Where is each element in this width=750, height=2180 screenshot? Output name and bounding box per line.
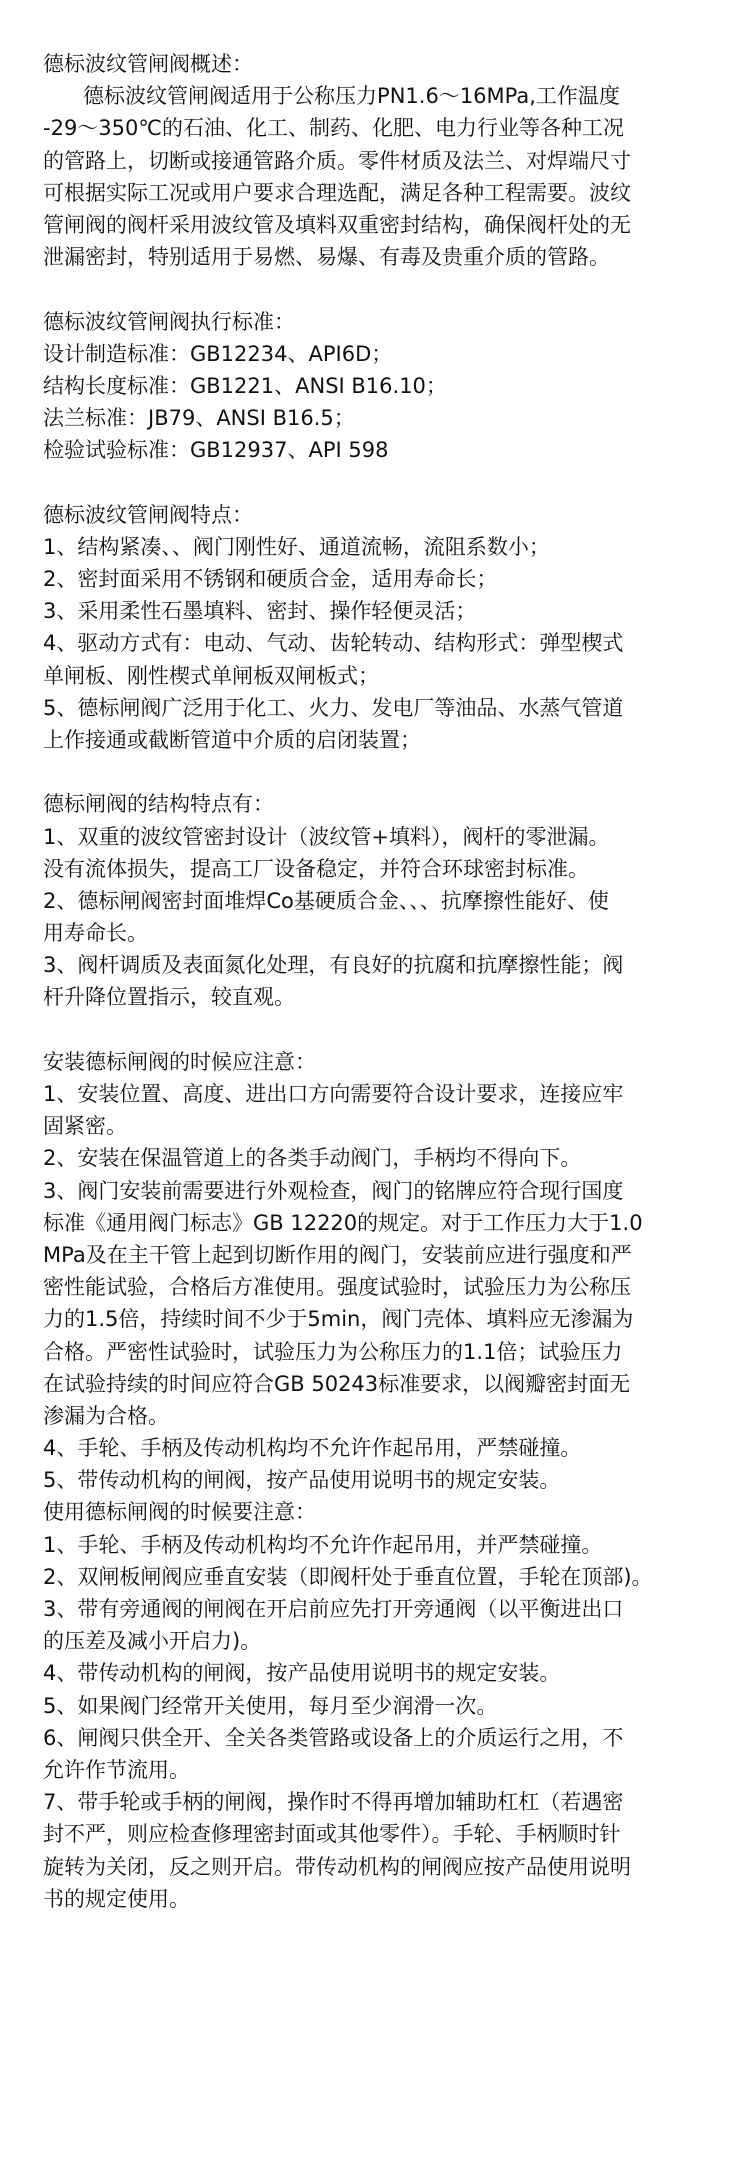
list-line: 3、带有旁通阀的闸阀在开启前应先打开旁通阀（以平衡进出口 bbox=[43, 1597, 624, 1621]
section-usage bbox=[43, 1496, 708, 1914]
list-line: 7、带手轮或手柄的闸阀，操作时不得再增加辅助杠杠（若遇密 bbox=[43, 1790, 624, 1815]
list-line: 2、双闸板闸阀应垂直安装（即阀杆处于垂直位置，手轮在顶部)。 bbox=[43, 1564, 653, 1589]
paragraph-line: 管闸阀的阀杆采用波纹管及填料双重密封结构，确保阀杆处的无 bbox=[43, 212, 631, 237]
list-line: 旋转为关闭，反之则开启。带传动机构的闸阀应按产品使用说明 bbox=[43, 1854, 631, 1879]
list-line: 4、驱动方式有：电动、气动、齿轮转动、结构形式：弹型楔式 bbox=[43, 631, 624, 656]
list-line: 用寿命长。 bbox=[43, 921, 148, 946]
list-line: 封不严，则应检查修理密封面或其他零件）。手轮、手柄顺时针 bbox=[43, 1822, 621, 1847]
section-heading: 德标波纹管闸阀概述： bbox=[43, 52, 253, 76]
blank-line bbox=[43, 1014, 708, 1046]
list-line: 没有流体损失，提高工厂设备稳定，并符合环球密封标准。 bbox=[43, 856, 589, 881]
list-line: 密性能试验，合格后方准使用。强度试验时，试验压力为公称压 bbox=[43, 1275, 631, 1300]
list-line: 力的1.5倍，持续时间不少于5min，阀门壳体、填料应无渗漏为 bbox=[43, 1307, 634, 1332]
list-line: 单闸板、刚性楔式单闸板双闸板式； bbox=[43, 663, 379, 688]
section-structure bbox=[43, 788, 708, 1013]
list-line: 上作接通或截断管道中介质的启闭装置； bbox=[43, 727, 421, 752]
section-installation bbox=[43, 1046, 708, 1497]
section-heading: 德标波纹管闸阀执行标准： bbox=[43, 309, 295, 334]
list-line: 固紧密。 bbox=[43, 1114, 127, 1139]
section-heading: 使用德标闸阀的时候要注意： bbox=[43, 1500, 316, 1525]
list-line: 允许作节流用。 bbox=[43, 1757, 190, 1782]
paragraph-line: 可根据实际工况或用户要求合理选配，满足各种工程需要。波纹 bbox=[43, 180, 631, 205]
section-overview bbox=[43, 48, 708, 273]
list-line: 杆升降位置指示，较直观。 bbox=[43, 985, 295, 1010]
list-line: 书的规定使用。 bbox=[43, 1886, 190, 1911]
list-line: 2、德标闸阀密封面堆焊Co基硬质合金、、、抗摩擦性能好、使 bbox=[43, 888, 609, 913]
section-features bbox=[43, 499, 708, 757]
list-line: 1、安装位置、高度、进出口方向需要符合设计要求，连接应牢 bbox=[43, 1082, 624, 1106]
standard-line: 设计制造标准：GB12234、API6D； bbox=[43, 341, 393, 366]
list-line: 3、阀门安装前需要进行外观检查，阀门的铭牌应符合现行国度 bbox=[43, 1178, 624, 1203]
list-line: 1、双重的波纹管密封设计（波纹管+填料），阀杆的零泄漏。 bbox=[43, 824, 610, 849]
list-line: 5、如果阀门经常开关使用，每月至少润滑一次。 bbox=[43, 1693, 498, 1718]
section-heading: 德标波纹管闸阀特点： bbox=[43, 502, 253, 527]
document-body bbox=[43, 48, 708, 1915]
list-line: MPa及在主干管上起到切断作用的阀门，安装前应进行强度和严 bbox=[43, 1242, 632, 1267]
list-line: 1、手轮、手柄及传动机构均不允许作起吊用，并严禁碰撞。 bbox=[43, 1532, 603, 1557]
list-line: 2、安装在保温管道上的各类手动阀门，手柄均不得向下。 bbox=[43, 1146, 582, 1171]
paragraph-line: 的管路上，切断或接通管路介质。零件材质及法兰、对焊端尺寸 bbox=[43, 148, 631, 173]
list-line: 的压差及减小开启力)。 bbox=[43, 1629, 262, 1654]
section-heading: 安装德标闸阀的时候应注意： bbox=[43, 1049, 316, 1074]
standard-line: 检验试验标准：GB12937、API 598 bbox=[43, 438, 389, 463]
list-line: 4、带传动机构的闸阀，按产品使用说明书的规定安装。 bbox=[43, 1661, 561, 1686]
list-line: 4、手轮、手柄及传动机构均不允许作起吊用，严禁碰撞。 bbox=[43, 1436, 582, 1461]
list-line: 6、闸阀只供全开、全关各类管路或设备上的介质运行之用，不 bbox=[43, 1725, 624, 1750]
list-line: 2、密封面采用不锈钢和硬质合金，适用寿命长； bbox=[43, 567, 498, 591]
list-line: 标准《通用阀门标志》GB 12220的规定。对于工作压力大于1.0 bbox=[43, 1210, 643, 1235]
blank-line bbox=[43, 273, 708, 305]
standard-line: 结构长度标准：GB1221、ANSI B16.10； bbox=[43, 373, 447, 398]
paragraph-line: 德标波纹管闸阀适用于公称压力PN1.6～16MPa,工作温度 bbox=[43, 84, 620, 109]
list-line: 合格。严密性试验时，试验压力为公称压力的1.1倍；试验压力 bbox=[43, 1339, 623, 1364]
paragraph-line: -29～350℃的石油、化工、制药、化肥、电力行业等各种工况 bbox=[43, 116, 624, 141]
list-line: 5、德标闸阀广泛用于化工、火力、发电厂等油品、水蒸气管道 bbox=[43, 695, 624, 720]
standard-line: 法兰标准：JB79、ANSI B16.5； bbox=[43, 406, 355, 431]
list-line: 1、结构紧凑、、阀门刚性好、通道流畅，流阻系数小； bbox=[43, 534, 550, 559]
section-standards bbox=[43, 306, 708, 467]
list-line: 3、采用柔性石墨填料、密封、操作轻便灵活； bbox=[43, 599, 477, 624]
blank-line bbox=[43, 756, 708, 788]
paragraph-line: 泄漏密封，特别适用于易燃、易爆、有毒及贵重介质的管路。 bbox=[43, 245, 610, 270]
section-heading: 德标闸阀的结构特点有： bbox=[43, 792, 274, 817]
list-line: 3、阀杆调质及表面氮化处理，有良好的抗腐和抗摩擦性能；阀 bbox=[43, 953, 624, 978]
list-line: 在试验持续的时间应符合GB 50243标准要求，以阀瓣密封面无 bbox=[43, 1371, 631, 1396]
blank-line bbox=[43, 466, 708, 498]
list-line: 渗漏为合格。 bbox=[43, 1403, 169, 1428]
list-line: 5、带传动机构的闸阀，按产品使用说明书的规定安装。 bbox=[43, 1468, 561, 1493]
